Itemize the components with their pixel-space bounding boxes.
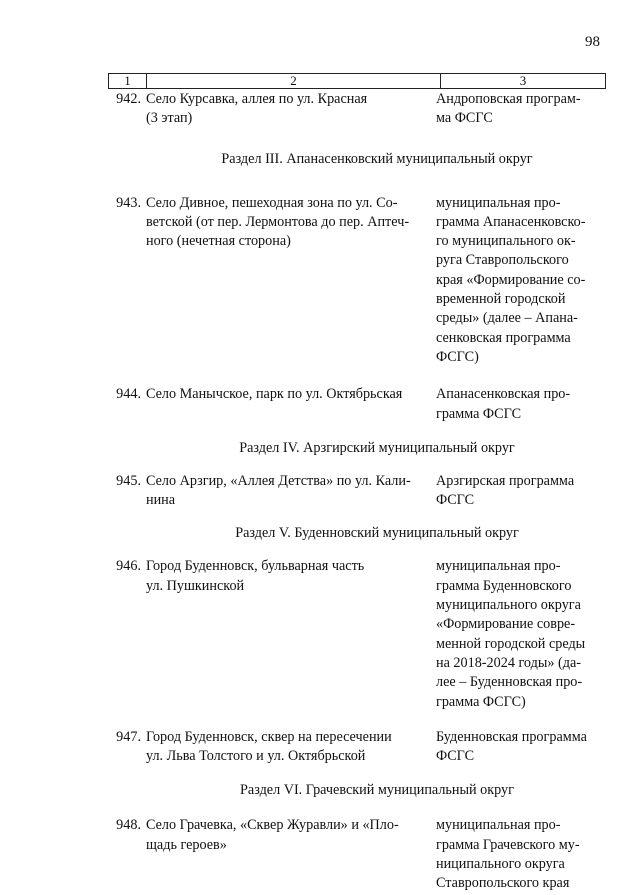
row-number: 947. xyxy=(116,728,141,745)
table-row xyxy=(108,557,606,711)
table-header xyxy=(108,73,606,89)
row-number: 942. xyxy=(116,91,141,107)
row-program: Апанасенковская про- грамма ФСГС xyxy=(436,386,571,422)
table-row xyxy=(108,90,606,129)
table-row xyxy=(108,816,606,893)
section-heading: Раздел VI. Грачевский муниципальный округ xyxy=(240,782,514,799)
table-row xyxy=(108,194,606,368)
section-heading: Раздел IV. Арзгирский муниципальный округ xyxy=(239,439,515,456)
row-object: Город Буденновск, бульварная часть ул. Пушкинской xyxy=(146,558,365,594)
section-heading: Раздел V. Буденновский муниципальный округ xyxy=(235,525,519,542)
row-program: муниципальная про- грамма Грачевского му- ниципального округа Ставропольского края xyxy=(436,817,580,892)
table-row xyxy=(108,728,606,767)
row-program: Буденновская программа ФСГС xyxy=(436,728,587,765)
row-object: Село Дивное, пешеходная зона по ул. Со- ветской (от пер. Лермонтова до пер. Аптеч- ного (нечетная сторона) xyxy=(146,194,410,250)
row-program: муниципальная про- грамма Апанасенковско- го муниципального ок- руга Ставропольского края «Формирование со- временной городской среды» (далее – Апана- сенковская программа ФСГС) xyxy=(436,194,586,365)
section-heading: Раздел III. Апанасенковский муниципальный округ xyxy=(221,150,533,167)
row-number: 943. xyxy=(116,194,141,211)
row-number: 948. xyxy=(116,817,141,834)
table-row xyxy=(108,385,606,424)
row-number: 946. xyxy=(116,558,141,575)
row-object: Село Грачевка, «Сквер Журавли» и «Пло- щадь героев» xyxy=(146,817,399,853)
header-col-3: 3 xyxy=(440,74,606,88)
header-col-2: 2 xyxy=(146,74,440,88)
row-program: муниципальная про- грамма Буденновского муниципального округа «Формирование совре- менной городской среды на 2018-2024 годы» (да- лее – Буденновская про- грамма ФСГС) xyxy=(436,558,586,710)
page-number: 98 xyxy=(585,34,600,50)
row-object: Село Курсавка, аллея по ул. Красная (3 этап) xyxy=(146,91,368,127)
header-col-1: 1 xyxy=(108,74,146,88)
row-number: 944. xyxy=(116,386,141,403)
row-program: Андроповская програм- ма ФСГС xyxy=(436,91,581,127)
table-body xyxy=(108,90,606,894)
row-object: Село Арзгир, «Аллея Детства» по ул. Кали- нина xyxy=(146,472,411,509)
row-program: Арзгирская программа ФСГС xyxy=(436,472,575,509)
row-object: Город Буденновск, сквер на пересечении ул. Льва Толстого и ул. Октябрьской xyxy=(146,728,392,765)
row-number: 945. xyxy=(116,472,141,489)
table-row xyxy=(108,472,606,511)
row-object: Село Манычское, парк по ул. Октябрьская xyxy=(146,386,403,403)
